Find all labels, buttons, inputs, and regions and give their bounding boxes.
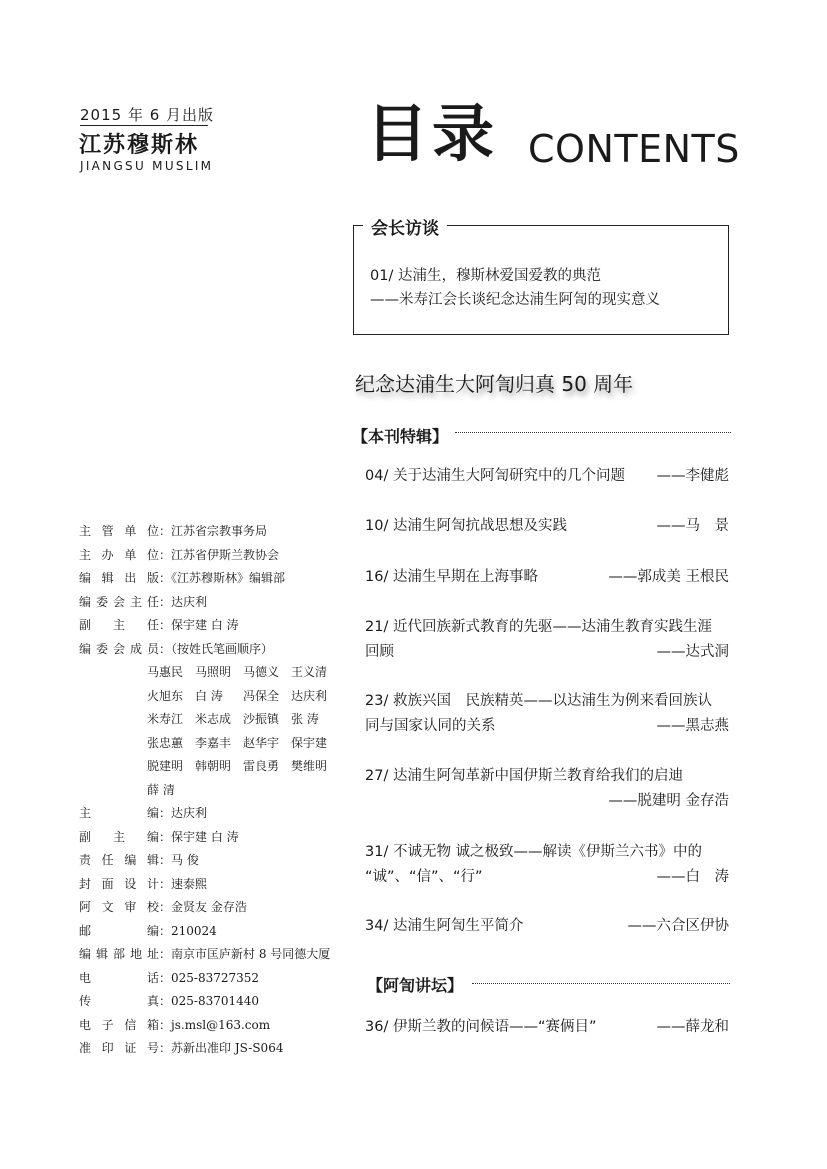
- member-name: 沙振镇: [243, 712, 280, 726]
- toc-item[interactable]: [365, 764, 729, 814]
- member-name: 樊维明: [291, 759, 328, 773]
- credit-label: 副主任: [79, 618, 159, 632]
- toc-item[interactable]: [365, 689, 729, 739]
- credit-value: ：025-83727352: [159, 970, 260, 985]
- toc-item-author: ——薛龙和: [656, 1019, 729, 1035]
- toc-item-author: ——达式洞: [656, 644, 729, 660]
- toc-item-author: ——李健彪: [656, 468, 729, 484]
- credit-label: 主办单位: [79, 547, 159, 562]
- toc-item-author: ——六合区伊协: [627, 918, 729, 934]
- credit-value: ：达庆利: [159, 806, 208, 820]
- magazine-name-cn: 江苏穆斯林: [79, 132, 200, 158]
- toc-item-title-cont: “诚”、“信”、“行”: [365, 869, 483, 885]
- toc-item[interactable]: [365, 615, 729, 665]
- member-name: 马照明: [195, 665, 232, 679]
- masthead-rule: [80, 125, 208, 126]
- credit-label: 编辑出版: [79, 571, 159, 585]
- member-name: 韩朝明: [195, 759, 232, 773]
- toc-item[interactable]: [365, 914, 729, 939]
- credit-value: ：达庆利: [159, 594, 208, 609]
- toc-item-title: 34/ 达浦生阿訇生平简介: [365, 918, 524, 934]
- toc-item-title: 21/ 近代回族新式教育的先驱——达浦生教育实践生涯: [365, 619, 712, 635]
- credit-value: ：《江苏穆斯林》编辑部: [159, 571, 286, 585]
- member-name: 王义清: [291, 665, 328, 679]
- toc-item-title: 04/ 关于达浦生大阿訇研究中的几个问题: [365, 468, 625, 484]
- credit-label: 主管单位: [79, 524, 159, 538]
- forum-section-header: 【阿訇讲坛】: [367, 976, 464, 995]
- feature-section-divider: [455, 432, 731, 433]
- credit-label: 电话: [79, 970, 159, 985]
- toc-item-title: 31/ 不诚无物 诚之极致——解读《伊斯兰六书》中的: [365, 844, 703, 860]
- toc-item-author: ——白 涛: [656, 869, 729, 885]
- toc-item[interactable]: [365, 464, 729, 489]
- member-name: 火旭东: [147, 688, 184, 703]
- member-name: 达庆利: [291, 688, 328, 703]
- publication-date: 2015 年 6 月出版: [80, 106, 215, 124]
- feature-section-header: 【本刊特辑】: [352, 427, 449, 446]
- credit-label: 责任编辑: [79, 853, 159, 867]
- credit-value: ：江苏省伊斯兰教协会: [159, 547, 280, 562]
- toc-item-title: 36/ 伊斯兰教的问候语——“赛俩目”: [365, 1019, 597, 1035]
- member-name: 保宇建: [291, 735, 328, 750]
- special-banner: 纪念达浦生大阿訇归真 50 周年: [355, 372, 634, 396]
- credit-value: ：南京市匡庐新村 8 号同德大厦: [159, 947, 331, 961]
- credit-label: 编委会主任: [79, 594, 159, 609]
- credit-label: 主编: [79, 806, 159, 820]
- toc-item-title: 16/ 达浦生早期在上海事略: [365, 569, 538, 585]
- credit-label: 邮编: [79, 923, 159, 938]
- credit-label: 准印证号: [79, 1041, 159, 1055]
- toc-item[interactable]: [365, 565, 729, 590]
- toc-item-author: ——马 景: [656, 518, 729, 534]
- toc-item-title-cont: 同与国家认同的关系: [365, 718, 496, 734]
- interview-header: 会长访谈: [363, 214, 447, 239]
- member-name: 白 涛: [195, 688, 223, 703]
- toc-item[interactable]: [365, 1015, 729, 1040]
- interview-article-subtitle: ——米寿江会长谈纪念达浦生阿訇的现实意义: [370, 292, 660, 308]
- member-name: 李嘉丰: [195, 735, 232, 750]
- page-title-en: CONTENTS: [528, 127, 740, 171]
- credit-value: ：（按姓氏笔画顺序）: [159, 641, 274, 656]
- credit-value: ：马 俊: [159, 853, 199, 867]
- credit-label: 副主编: [79, 829, 159, 844]
- credit-label: 阿文审校: [79, 900, 159, 914]
- credit-value: ：025-83701440: [159, 994, 260, 1008]
- toc-item[interactable]: [365, 840, 729, 890]
- credit-label: 编辑部地址: [79, 947, 159, 961]
- forum-section-divider: [472, 983, 730, 984]
- credit-label: 编委会成员: [79, 641, 159, 656]
- member-name: 米寿江: [147, 712, 184, 726]
- member-name: 张 涛: [291, 712, 319, 726]
- credit-value: ：江苏省宗教事务局: [159, 524, 268, 538]
- toc-item-author: ——黑志燕: [656, 718, 729, 734]
- magazine-name-en: JIANGSU MUSLIM: [80, 159, 214, 173]
- member-name: 赵华宇: [243, 735, 280, 750]
- member-name: 马惠民: [147, 665, 184, 679]
- toc-item-author: ——脱建明 金存浩: [608, 793, 729, 809]
- credit-value: ：速泰熙: [159, 876, 208, 891]
- member-name: 雷良勇: [243, 759, 280, 773]
- interview-article-title[interactable]: 01/ 达浦生，穆斯林爱国爱教的典范: [370, 268, 601, 284]
- credit-value: ：保宇建 白 涛: [159, 829, 239, 844]
- member-name: 张忠蕙: [147, 735, 184, 750]
- credit-label: 封面设计: [79, 876, 159, 891]
- toc-item-title: 27/ 达浦生阿訇革新中国伊斯兰教育给我们的启迪: [365, 768, 683, 784]
- credit-label: 传真: [79, 994, 159, 1008]
- credit-value: ：苏新出准印 JS-S064: [159, 1041, 284, 1055]
- toc-item-title-cont: 回顾: [365, 644, 394, 660]
- member-name: 马德义: [243, 665, 280, 679]
- toc-item[interactable]: [365, 514, 729, 539]
- credit-value: ：js.msl@163.com: [159, 1017, 271, 1032]
- toc-item-title: 10/ 达浦生阿訇抗战思想及实践: [365, 518, 567, 534]
- toc-item-title: 23/ 救族兴国 民族精英——以达浦生为例来看回族认: [365, 693, 712, 709]
- member-name: 冯保全: [243, 688, 280, 703]
- credit-value: ：210024: [159, 923, 217, 938]
- member-name: 脱建明: [147, 759, 184, 773]
- credit-label: 电子信箱: [79, 1017, 159, 1032]
- page-title-cn: 目录: [366, 97, 499, 170]
- credit-value: ：保宇建 白 涛: [159, 618, 239, 632]
- member-name: 米志成: [195, 712, 232, 726]
- credit-value: ：金贤友 金存浩: [159, 900, 247, 914]
- member-name: 薛 清: [147, 782, 175, 797]
- toc-item-author: ——郭成美 王根民: [608, 569, 729, 585]
